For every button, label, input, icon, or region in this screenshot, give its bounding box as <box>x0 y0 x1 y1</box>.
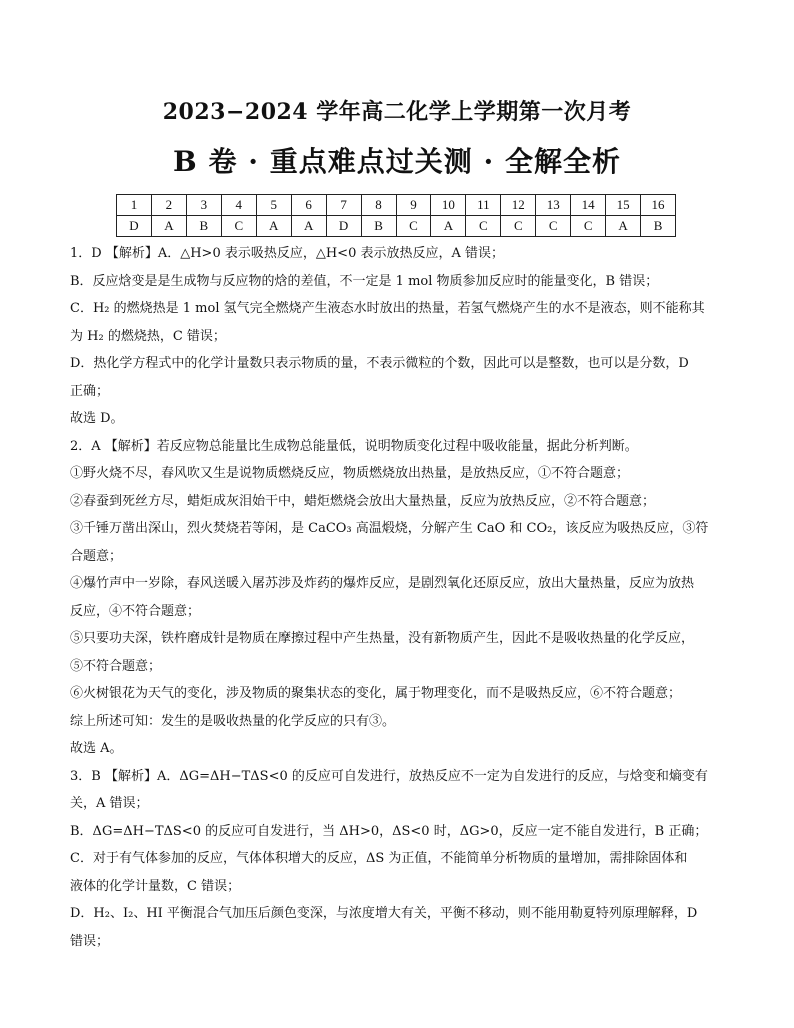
text-line: ⑤只要功夫深，铁杵磨成针是物质在摩擦过程中产生热量，没有新物质产生，因此不是吸收热量的化学反应， <box>70 631 695 646</box>
text-line: C．H₂ 的燃烧热是 1 mol 氢气完全燃烧产生液态水时放出的热量，若氢气燃烧产生的水不是液态，则不能称其 <box>70 301 705 316</box>
answer-table <box>116 194 676 237</box>
question-number-cell: 12 <box>501 195 536 216</box>
text-line: ②春蚕到死丝方尽，蜡炬成灰泪始干中，蜡炬燃烧会放出大量热量，反应为放热反应，②不符合题意； <box>70 493 656 509</box>
answer-cell: C <box>466 216 501 237</box>
answer-cell: C <box>536 216 571 237</box>
question-number-cell: 7 <box>326 195 361 216</box>
text-line: 故选 D。 <box>70 411 124 426</box>
text-line: D．热化学方程式中的化学计量数只表示物质的量，不表示微粒的个数，因此可以是整数，也可以是分数，D <box>70 356 689 371</box>
text-line: 1．D 【解析】A．△H>0 表示吸热反应，△H<0 表示放热反应，A 错误； <box>70 246 504 261</box>
question-number-cell: 10 <box>431 195 466 216</box>
document-title: 2023−2024 学年高二化学上学期第一次月考 <box>162 99 632 125</box>
answer-table-number-row <box>117 195 676 216</box>
answer-cell: D <box>326 216 361 237</box>
text-line: 故选 A。 <box>70 741 123 756</box>
question-number-cell: 8 <box>361 195 396 216</box>
answer-cell: C <box>396 216 431 237</box>
answer-table-answer-row <box>117 216 676 237</box>
text-line: D．H₂、I₂、HI 平衡混合气加压后颜色变深，与浓度增大有关，平衡不移动，则不能用勒夏特列原理解释，D <box>70 906 698 921</box>
text-line: 错误； <box>70 933 110 949</box>
text-line: 合题意； <box>70 548 123 564</box>
question-number-cell: 3 <box>186 195 221 216</box>
question-number-cell: 6 <box>291 195 326 216</box>
answer-cell: C <box>501 216 536 237</box>
answer-cell: C <box>221 216 256 237</box>
text-line: ③千锤万凿出深山，烈火焚烧若等闲，是 CaCO₃ 高温煅烧，分解产生 CaO 和 CO₂，该反应为吸热反应，③符 <box>70 521 709 536</box>
text-line: B．反应焓变是是生成物与反应物的焓的差值，不一定是 1 mol 物质参加反应时的能量变化，B 错误； <box>70 273 659 289</box>
question-number-cell: 13 <box>536 195 571 216</box>
answer-cell: B <box>186 216 221 237</box>
answer-cell: A <box>151 216 186 237</box>
document-subtitle: B 卷 · 重点难点过关测 · 全解全析 <box>173 145 621 178</box>
text-line: ⑤不符合题意； <box>70 658 162 674</box>
text-line: 关，A 错误； <box>70 796 149 811</box>
text-line: ④爆竹声中一岁除，春风送暖入屠苏涉及炸药的爆炸反应，是剧烈氧化还原反应，放出大量热量，反应为放热 <box>70 576 695 591</box>
answer-cell: B <box>641 216 676 237</box>
answer-cell: D <box>117 216 152 237</box>
answer-cell: B <box>361 216 396 237</box>
answer-cell: C <box>571 216 606 237</box>
question-number-cell: 14 <box>571 195 606 216</box>
text-line: ①野火烧不尽，春风吹又生是说物质燃烧反应，物质燃烧放出热量，是放热反应，①不符合题意； <box>70 466 630 481</box>
solution-text <box>70 240 722 955</box>
text-line: 正确； <box>70 383 110 399</box>
text-line: 反应，④不符合题意； <box>70 603 201 619</box>
answer-cell: A <box>256 216 291 237</box>
question-number-cell: 16 <box>641 195 676 216</box>
text-line: 液体的化学计量数，C 错误； <box>70 878 241 894</box>
question-number-cell: 15 <box>606 195 641 216</box>
text-line: 综上所述可知：发生的是吸收热量的化学反应的只有③。 <box>70 713 396 729</box>
answer-cell: A <box>606 216 641 237</box>
question-number-cell: 5 <box>256 195 291 216</box>
question-number-cell: 11 <box>466 195 501 216</box>
text-line: 3．B 【解析】A．ΔG=ΔH−TΔS<0 的反应可自发进行，放热反应不一定为自发进行的反应，与焓变和熵变有 <box>70 768 708 784</box>
text-line: C．对于有气体参加的反应，气体体积增大的反应，ΔS 为正值，不能简单分析物质的量增加，需排除固体和 <box>70 851 688 866</box>
question-number-cell: 2 <box>151 195 186 216</box>
question-number-cell: 9 <box>396 195 431 216</box>
question-number-cell: 1 <box>117 195 152 216</box>
answer-cell: A <box>291 216 326 237</box>
question-number-cell: 4 <box>221 195 256 216</box>
text-line: ⑥火树银花为天气的变化，涉及物质的聚集状态的变化，属于物理变化，而不是吸热反应，⑥不符合题意； <box>70 686 682 701</box>
text-line: 为 H₂ 的燃烧热，C 错误； <box>70 328 226 344</box>
text-line: 2．A 【解析】若反应物总能量比生成物总能量低，说明物质变化过程中吸收能量，据此分析判断。 <box>70 438 638 454</box>
answer-cell: A <box>431 216 466 237</box>
text-line: B．ΔG=ΔH−TΔS<0 的反应可自发进行，当 ΔH>0，ΔS<0 时，ΔG>0，反应一定不能自发进行，B 正确； <box>70 823 708 839</box>
